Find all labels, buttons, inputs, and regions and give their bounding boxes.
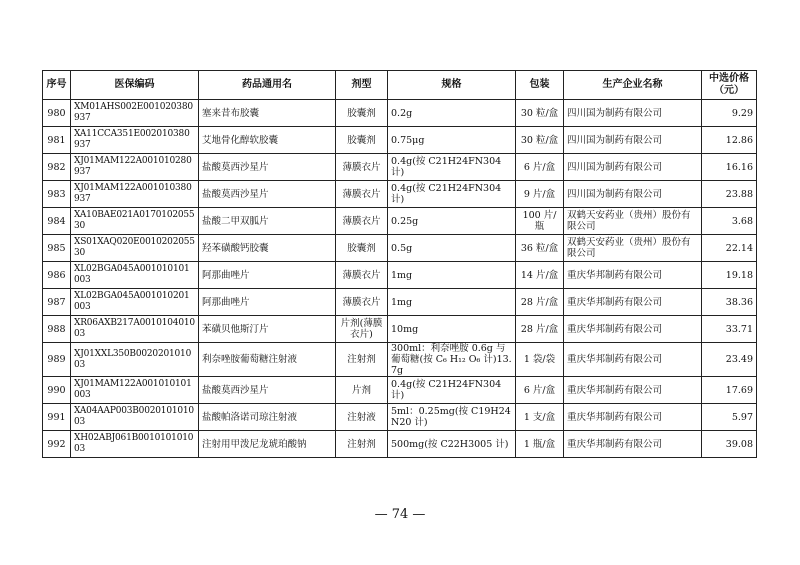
cell-price: 17.69 (702, 377, 757, 404)
cell-row-index: 986 (43, 262, 71, 289)
cell-row-index: 990 (43, 377, 71, 404)
cell-price: 9.29 (702, 100, 757, 127)
cell-packaging: 9 片/盒 (516, 181, 564, 208)
cell-manufacturer: 重庆华邦制药有限公司 (564, 289, 702, 316)
cell-specification: 0.25g (388, 208, 516, 235)
cell-row-index: 992 (43, 431, 71, 458)
table-body (43, 100, 757, 458)
cell-drug-name: 阿那曲唑片 (199, 289, 336, 316)
cell-price: 33.71 (702, 316, 757, 343)
table-row (43, 100, 757, 127)
cell-row-index: 987 (43, 289, 71, 316)
cell-manufacturer: 四川国为制药有限公司 (564, 181, 702, 208)
cell-packaging: 1 袋/袋 (516, 343, 564, 377)
cell-insurance-code: XM01AHS002E001020380937 (71, 100, 199, 127)
page-number: — 74 — (374, 507, 426, 522)
cell-price: 5.97 (702, 404, 757, 431)
cell-insurance-code: XR06AXB217A001010401003 (71, 316, 199, 343)
table-row (43, 181, 757, 208)
table-row (43, 316, 757, 343)
header-packaging: 包装 (516, 71, 564, 100)
cell-drug-name: 盐酸莫西沙星片 (199, 377, 336, 404)
table-row (43, 343, 757, 377)
header-price: 中选价格（元） (702, 71, 757, 100)
cell-packaging: 36 粒/盒 (516, 235, 564, 262)
cell-packaging: 28 片/盒 (516, 289, 564, 316)
cell-packaging: 30 粒/盒 (516, 127, 564, 154)
cell-dosage-form: 注射剂 (336, 343, 388, 377)
cell-manufacturer: 重庆华邦制药有限公司 (564, 316, 702, 343)
cell-insurance-code: XA04AAP003B002010101003 (71, 404, 199, 431)
cell-row-index: 981 (43, 127, 71, 154)
cell-dosage-form: 胶囊剂 (336, 100, 388, 127)
table-row (43, 431, 757, 458)
cell-dosage-form: 薄膜衣片 (336, 154, 388, 181)
cell-row-index: 989 (43, 343, 71, 377)
cell-price: 12.86 (702, 127, 757, 154)
cell-specification: 0.4g(按 C21H24FN304 计) (388, 181, 516, 208)
cell-specification: 0.5g (388, 235, 516, 262)
header-insurance-code: 医保编码 (71, 71, 199, 100)
header-row (43, 71, 757, 100)
cell-drug-name: 注射用甲泼尼龙琥珀酸钠 (199, 431, 336, 458)
table-row (43, 235, 757, 262)
header-specification: 规格 (388, 71, 516, 100)
header-index: 序号 (43, 71, 71, 100)
cell-packaging: 30 粒/盒 (516, 100, 564, 127)
cell-price: 16.16 (702, 154, 757, 181)
cell-packaging: 1 瓶/盒 (516, 431, 564, 458)
cell-drug-name: 盐酸莫西沙星片 (199, 154, 336, 181)
cell-price: 22.14 (702, 235, 757, 262)
cell-row-index: 991 (43, 404, 71, 431)
cell-manufacturer: 双鹤天安药业（贵州）股份有限公司 (564, 208, 702, 235)
cell-drug-name: 盐酸帕洛诺司琼注射液 (199, 404, 336, 431)
cell-dosage-form: 胶囊剂 (336, 235, 388, 262)
cell-packaging: 6 片/盒 (516, 377, 564, 404)
cell-specification: 300ml：利奈唑胺 0.6g 与葡萄糖(按 C₆ H₁₂ O₆ 计)13.7g (388, 343, 516, 377)
cell-specification: 0.2g (388, 100, 516, 127)
cell-drug-name: 苯磺贝他斯汀片 (199, 316, 336, 343)
cell-specification: 1mg (388, 289, 516, 316)
cell-manufacturer: 重庆华邦制药有限公司 (564, 377, 702, 404)
cell-dosage-form: 薄膜衣片 (336, 289, 388, 316)
cell-row-index: 985 (43, 235, 71, 262)
table-row (43, 127, 757, 154)
cell-insurance-code: XS01XAQ020E001020205530 (71, 235, 199, 262)
cell-insurance-code: XJ01MAM122A001010380937 (71, 181, 199, 208)
cell-insurance-code: XA10BAE021A017010205530 (71, 208, 199, 235)
cell-packaging: 14 片/盒 (516, 262, 564, 289)
cell-price: 19.18 (702, 262, 757, 289)
cell-drug-name: 羟苯磺酸钙胶囊 (199, 235, 336, 262)
cell-manufacturer: 重庆华邦制药有限公司 (564, 262, 702, 289)
cell-packaging: 28 片/盒 (516, 316, 564, 343)
cell-manufacturer: 重庆华邦制药有限公司 (564, 404, 702, 431)
cell-drug-name: 利奈唑胺葡萄糖注射液 (199, 343, 336, 377)
cell-drug-name: 艾地骨化醇软胶囊 (199, 127, 336, 154)
cell-packaging: 6 片/盒 (516, 154, 564, 181)
cell-specification: 0.4g(按 C21H24FN304 计) (388, 377, 516, 404)
cell-insurance-code: XL02BGA045A001010101003 (71, 262, 199, 289)
cell-row-index: 984 (43, 208, 71, 235)
cell-drug-name: 阿那曲唑片 (199, 262, 336, 289)
cell-manufacturer: 双鹤天安药业（贵州）股份有限公司 (564, 235, 702, 262)
cell-row-index: 980 (43, 100, 71, 127)
cell-specification: 5ml：0.25mg(按 C19H24N20 计) (388, 404, 516, 431)
cell-drug-name: 盐酸二甲双胍片 (199, 208, 336, 235)
cell-drug-name: 盐酸莫西沙星片 (199, 181, 336, 208)
cell-price: 3.68 (702, 208, 757, 235)
cell-dosage-form: 胶囊剂 (336, 127, 388, 154)
cell-price: 38.36 (702, 289, 757, 316)
cell-manufacturer: 重庆华邦制药有限公司 (564, 343, 702, 377)
cell-price: 23.49 (702, 343, 757, 377)
table-row (43, 154, 757, 181)
cell-specification: 1mg (388, 262, 516, 289)
cell-manufacturer: 四川国为制药有限公司 (564, 100, 702, 127)
cell-dosage-form: 薄膜衣片 (336, 262, 388, 289)
cell-price: 39.08 (702, 431, 757, 458)
cell-insurance-code: XL02BGA045A001010201003 (71, 289, 199, 316)
cell-manufacturer: 重庆华邦制药有限公司 (564, 431, 702, 458)
cell-insurance-code: XA11CCA351E002010380937 (71, 127, 199, 154)
header-dosage-form: 剂型 (336, 71, 388, 100)
cell-dosage-form: 注射液 (336, 404, 388, 431)
cell-insurance-code: XH02ABJ061B001010101003 (71, 431, 199, 458)
cell-manufacturer: 四川国为制药有限公司 (564, 154, 702, 181)
cell-dosage-form: 薄膜衣片 (336, 208, 388, 235)
drug-price-table (42, 70, 757, 458)
table-row (43, 377, 757, 404)
header-drug-name: 药品通用名 (199, 71, 336, 100)
cell-packaging: 1 支/盒 (516, 404, 564, 431)
table-row (43, 404, 757, 431)
cell-dosage-form: 片剂 (336, 377, 388, 404)
cell-row-index: 982 (43, 154, 71, 181)
cell-row-index: 983 (43, 181, 71, 208)
cell-price: 23.88 (702, 181, 757, 208)
cell-row-index: 988 (43, 316, 71, 343)
cell-dosage-form: 薄膜衣片 (336, 181, 388, 208)
cell-specification: 0.4g(按 C21H24FN304 计) (388, 154, 516, 181)
cell-specification: 500mg(按 C22H3005 计) (388, 431, 516, 458)
cell-dosage-form: 注射剂 (336, 431, 388, 458)
cell-dosage-form: 片剂(薄膜衣片) (336, 316, 388, 343)
cell-drug-name: 塞来昔布胶囊 (199, 100, 336, 127)
table-row (43, 208, 757, 235)
cell-insurance-code: XJ01XXL350B002020101003 (71, 343, 199, 377)
cell-insurance-code: XJ01MAM122A001010280937 (71, 154, 199, 181)
cell-packaging: 100 片/瓶 (516, 208, 564, 235)
table-row (43, 262, 757, 289)
cell-specification: 0.75μg (388, 127, 516, 154)
header-manufacturer: 生产企业名称 (564, 71, 702, 100)
cell-insurance-code: XJ01MAM122A001010101003 (71, 377, 199, 404)
cell-specification: 10mg (388, 316, 516, 343)
table-row (43, 289, 757, 316)
cell-manufacturer: 四川国为制药有限公司 (564, 127, 702, 154)
table-header (43, 71, 757, 100)
